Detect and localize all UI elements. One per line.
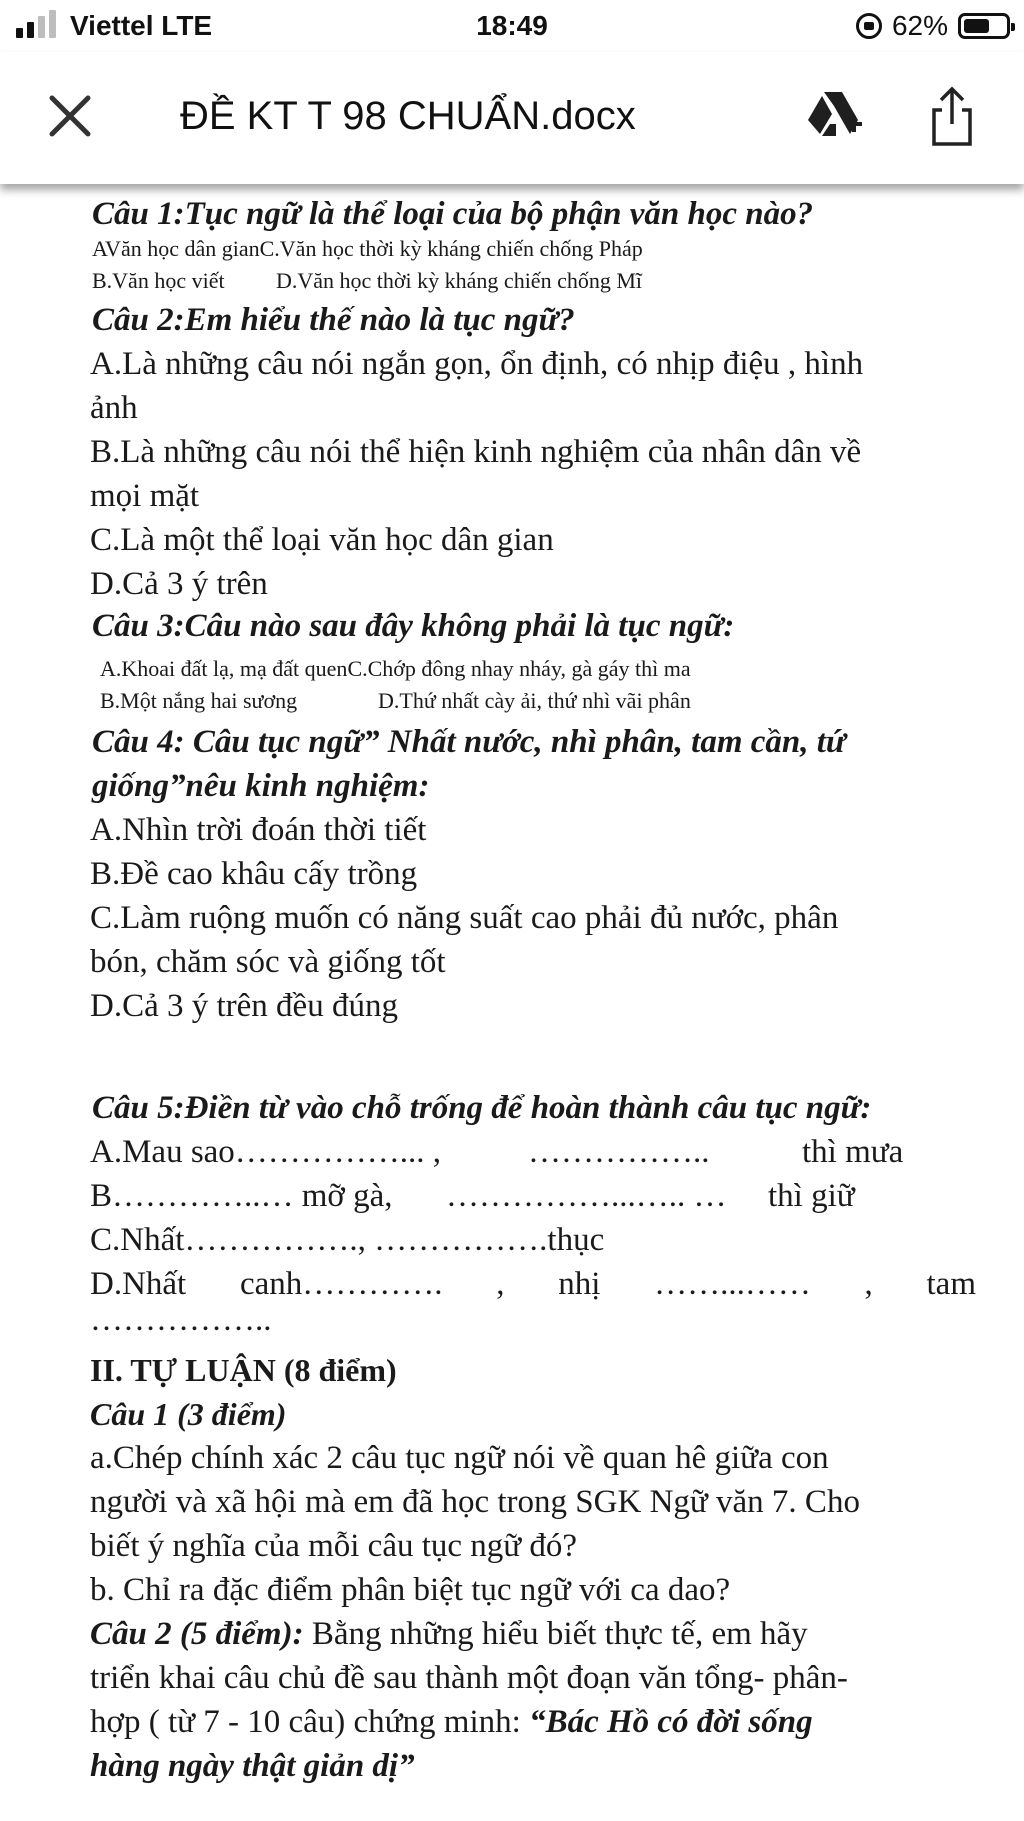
add-to-drive-icon [806,88,866,144]
clock: 18:49 [476,10,548,41]
q4-option-b: B.Đề cao khâu cấy trồng [90,856,418,892]
orientation-lock-icon [856,13,882,39]
essay-q1-b: b. Chỉ ra đặc điểm phân biệt tục ngữ với ca dao? [90,1572,731,1608]
q5-d-part5: ……...…… [654,1266,811,1302]
q5-option-a-part3: thì mưa [802,1134,904,1170]
q5-option-c: C.Nhất……………., …………….thục [90,1222,605,1258]
q5-option-a-part2: …………….. [528,1134,710,1170]
document-page[interactable] [0,184,1024,1821]
q1-option-d: D.Văn học thời kỳ kháng chiến chống Mĩ [276,268,643,293]
section-2-heading: II. TỰ LUẬN (8 điểm) [90,1352,397,1388]
q1-option-a: AVăn học dân gian [92,236,260,261]
q2-option-a-line1: A.Là những câu nói ngắn gọn, ổn định, có nhịp điệu , hình [90,346,864,382]
status-bar [0,0,1024,52]
question-3-title: Câu 3:Câu nào sau đây không phải là tục ngữ: [92,608,735,644]
question-4-title-line1: Câu 4: Câu tục ngữ” Nhất nước, nhì phân, tam cần, tứ [92,724,846,760]
add-to-drive-button[interactable] [806,88,866,144]
q5-d-part7: tam [926,1266,976,1302]
essay-q2-line3a: hợp ( từ 7 - 10 câu) chứng minh: [90,1704,521,1740]
q5-option-b-part1: B…………..… mỡ gà, [90,1178,393,1214]
q3-option-a: A.Khoai đất lạ, mạ đất quen [100,656,348,681]
essay-q2-line1: Bằng những hiểu biết thực tế, em hãy [311,1616,808,1652]
q2-option-b-line1: B.Là những câu nói thể hiện kinh nghiệm của nhân dân về [90,434,862,470]
carrier-label: Viettel LTE [70,10,213,41]
q3-option-d: D.Thứ nhất cày ải, thứ nhì vãi phân [378,688,691,713]
q5-option-a-part1: A.Mau sao……………... , [90,1134,442,1170]
q1-option-b: B.Văn học viết [92,268,225,293]
close-icon [44,90,96,142]
question-4-title-line2: giống”nêu kinh nghiệm: [92,768,430,804]
q5-d-part3: , [496,1266,505,1302]
essay-q2-line4: hàng ngày thật giản dị” [90,1748,415,1784]
q2-option-c: C.Là một thể loại văn học dân gian [90,522,554,558]
q2-option-b-line2: mọi mặt [90,478,200,514]
question-1-title: Câu 1:Tục ngữ là thể loại của bộ phận văn học nào? [92,196,814,232]
essay-q1-a-line1 [90,1440,976,1478]
q4-option-c-line1: C.Làm ruộng muốn có năng suất cao phải đủ nước, phân [90,900,839,936]
essay-q1-a-line2: người và xã hội mà em đã học trong SGK Ngữ văn 7. Cho [90,1484,860,1520]
q4-option-d: D.Cả 3 ý trên đều đúng [90,988,398,1024]
q5-d-part6: , [864,1266,873,1302]
viewer-toolbar [0,52,1024,184]
q5-option-d-continued: …………….. [90,1302,272,1338]
q5-d-part1: D.Nhất [90,1266,187,1302]
document-title: ĐỀ KT T 98 CHUẨN.docx [180,94,636,138]
question-5-title: Câu 5:Điền từ vào chỗ trống để hoàn thành câu tục ngữ: [92,1090,872,1126]
close-button[interactable] [44,90,96,142]
q2-option-d: D.Cả 3 ý trên [90,566,268,602]
essay-q1-a-line1-text: a.Chép chính xác 2 câu tục ngữ nói về quan hê giữa con [90,1440,829,1476]
essay-question-2-title: Câu 2 (5 điểm): [90,1616,304,1652]
essay-q2-line2: triển khai câu chủ đề sau thành một đoạn văn tổng- phân- [90,1660,848,1696]
share-icon [928,86,976,148]
essay-q1-a-line3: biết ý nghĩa của mỗi câu tục ngữ đó? [90,1528,578,1564]
share-button[interactable] [928,86,976,148]
essay-q2-line3b: “Bác Hồ có đời sống [529,1704,813,1740]
battery-icon [958,13,1010,39]
q5-d-part4: nhị [558,1266,601,1302]
q3-option-b: B.Một nắng hai sương [100,688,298,713]
q5-option-b-part3: thì giữ [768,1178,855,1214]
q2-option-a-line2: ảnh [90,390,138,426]
battery-percent: 62% [891,10,948,41]
q3-option-c: C.Chớp đông nhay nháy, gà gáy thì ma [347,656,691,681]
q5-d-part2: canh…………. [239,1266,443,1302]
q5-option-d [90,1266,976,1304]
q1-option-c: C.Văn học thời kỳ kháng chiến chống Pháp [259,236,643,261]
essay-question-1-title: Câu 1 (3 điểm) [90,1396,287,1432]
q5-option-b-part2: ……………...….. … [446,1178,727,1214]
q4-option-a: A.Nhìn trời đoán thời tiết [90,812,427,848]
q4-option-c-line2: bón, chăm sóc và giống tốt [90,944,446,980]
question-2-title: Câu 2:Em hiểu thế nào là tục ngữ? [92,302,575,338]
